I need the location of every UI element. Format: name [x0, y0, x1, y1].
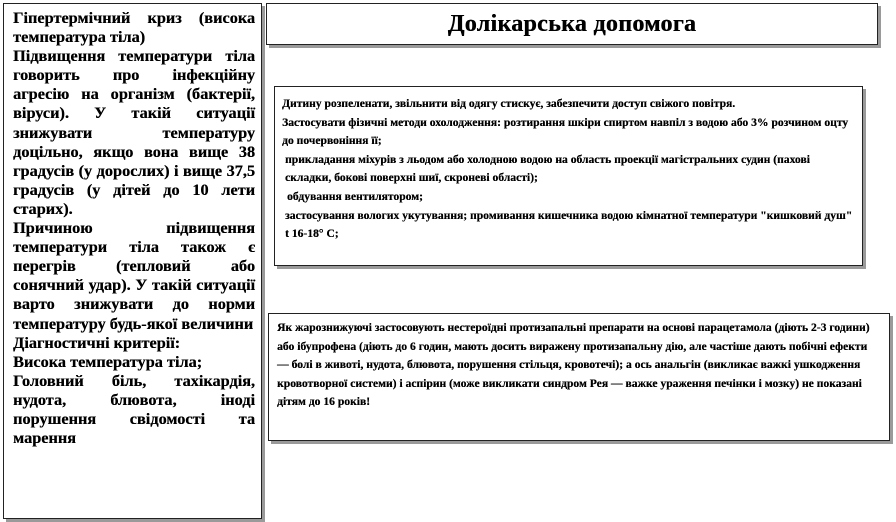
panel-heading: Гіпертермічний криз (висока температура тіла) [13, 8, 255, 47]
measure-undress: Дитину розпеленати, звільнити від одягу стискує, забезпечити доступ свіжого повітря. [282, 97, 736, 110]
first-aid-measures-box [274, 86, 863, 266]
measure-wet-wraps: застосування вологих укутування; промивання кишечника водою кімнатної температури "кишковий душ" t 16-18° С; [285, 208, 853, 241]
page-title: Долікарська допомога [447, 10, 697, 37]
diagnostic-criteria-heading: Діагностичні критерії: [13, 332, 181, 352]
measure-ice-packs: прикладання міхурів з льодом або холодною водою на область проекції магістральних судин (пахові складки, бокові поверхні шиї, скроневі області); [285, 152, 810, 185]
criterion-high-temperature: Висока температура тіла; [13, 351, 203, 371]
cause-infection-paragraph: Підвищення температури тіла говорить про інфекційну агресію на організм (бактерії, віруси). У такій ситуації знижувати температуру доцільно, якщо вона вище 38 градусів (у дорослих) і вище 37,5 градусів (у дітей до 10 лети старих). [13, 46, 255, 218]
antipyretics-note-text: Як жарознижуючі застосовують нестероїдні протизапальні препарати на основі парацетамола (діють 2-3 години) або ібупрофена (діють до 6 годин, мають досить виражену протизапальну дію, але частіше дають побічні ефекти — болі в животі, нудота, блювота, порушення стільця, кровотечі); а ось анальгін (викликає важкі ушкодження кровотворної системи) і аспірин (може викликати синдром Рея — важке ураження печінки і мозку) не показані дітям до 16 років! [277, 321, 870, 409]
measure-fan: обдування вентилятором; [287, 189, 423, 203]
antipyretics-note-box [268, 313, 890, 441]
criterion-symptoms: Головний біль, тахікардія, нудота, блювота, іноді порушення свідомості та марення [13, 370, 255, 448]
hyperthermic-crisis-panel [3, 3, 262, 519]
measure-physical-cooling: Застосувати фізичні методи охолодження: розтирання шкіри спиртом навпіл з водою або 3% розчином оцту до почервоніння її; [282, 115, 849, 148]
title-banner [266, 3, 878, 45]
cause-overheating-paragraph: Причиною підвищення температури тіла також є перегрів (тепловий або сонячний удар). У такій ситуації варто знижувати до норми температуру будь-якої величини [13, 218, 255, 333]
